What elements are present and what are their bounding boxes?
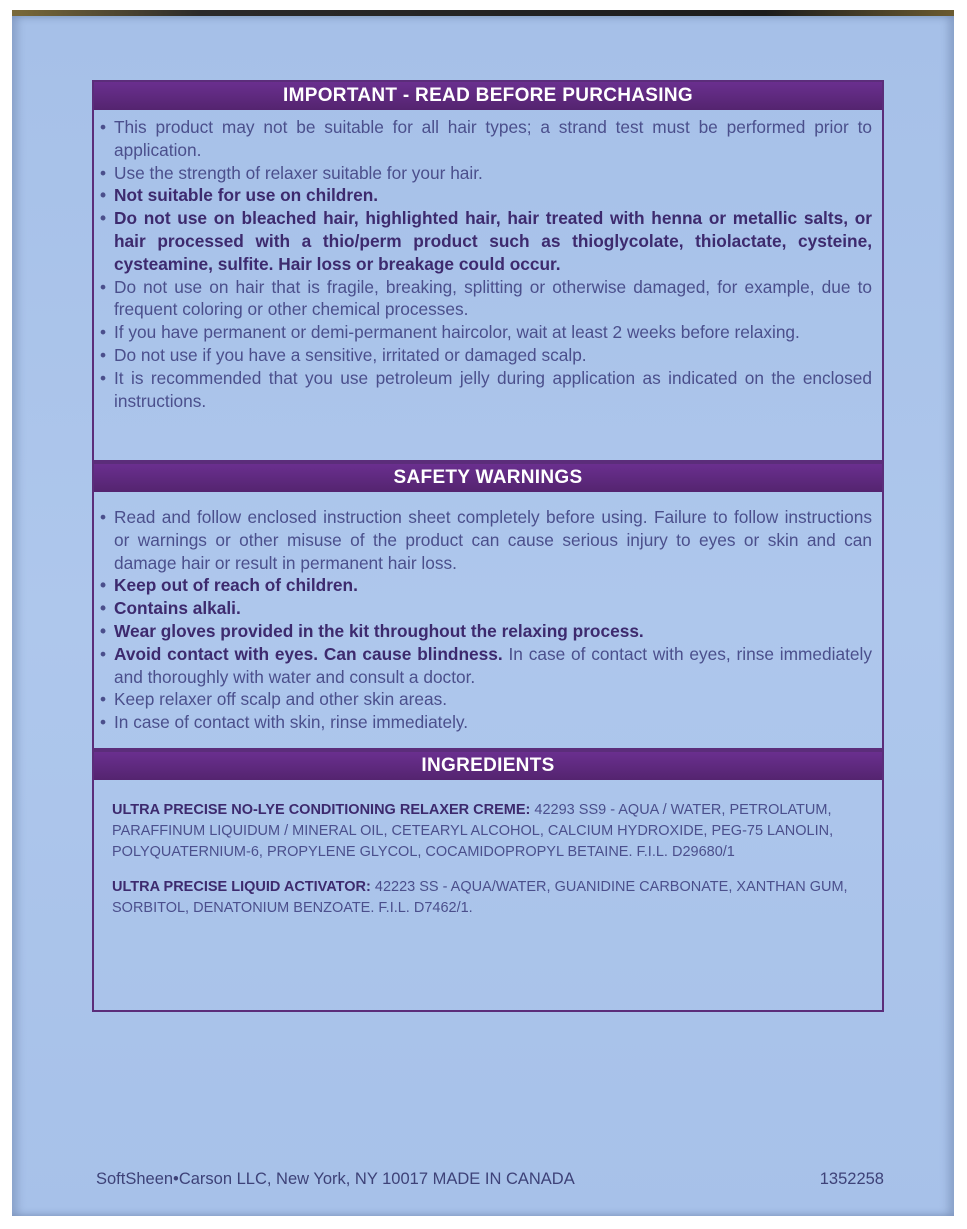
list-item: • In case of contact with skin, rinse immediately.	[114, 711, 872, 734]
list-item: • Keep out of reach of children.	[114, 574, 872, 597]
creme-ingredients	[112, 800, 872, 863]
ingredients-panel	[92, 750, 884, 1012]
product-code: 1352258	[819, 1170, 884, 1188]
ingredients-header: INGREDIENTS	[94, 752, 882, 780]
activator-ingredients	[112, 877, 872, 919]
list-item: • Keep relaxer off scalp and other skin areas.	[114, 688, 872, 711]
activator-name: ULTRA PRECISE LIQUID ACTIVATOR:	[112, 879, 371, 895]
list-item: • This product may not be suitable for all hair types; a strand test must be performed prior to application.	[114, 116, 872, 162]
list-item: • Wear gloves provided in the kit throughout the relaxing process.	[114, 620, 872, 643]
important-header: IMPORTANT - READ BEFORE PURCHASING	[94, 82, 882, 110]
list-item: • Do not use on bleached hair, highlighted hair, hair treated with henna or metallic salts, or hair processed with a thio/perm product such as thioglycolate, thiolactate, cysteine, cysteamine, sulfite. Hair loss or breakage could occur.	[114, 207, 872, 275]
creme-name: ULTRA PRECISE NO-LYE CONDITIONING RELAXER CREME:	[112, 802, 531, 818]
ingredients-body	[94, 780, 882, 919]
list-item: • Contains alkali.	[114, 597, 872, 620]
activator-list: 42223 SS - AQUA/WATER, GUANIDINE CARBONATE, XANTHAN GUM, SORBITOL, DENATONIUM BENZOATE. F.I.L. D7462/1.	[112, 879, 848, 916]
list-item: • Do not use if you have a sensitive, irritated or damaged scalp.	[114, 344, 872, 367]
list-item: • If you have permanent or demi-permanent haircolor, wait at least 2 weeks before relaxing.	[114, 321, 872, 344]
creme-list: 42293 SS9 - AQUA / WATER, PETROLATUM, PARAFFINUM LIQUIDUM / MINERAL OIL, CETEARYL ALCOHOL, CALCIUM HYDROXIDE, PEG-75 LANOLIN, POLYQUATERNIUM-6, PROPYLENE GLYCOL, COCAMIDOPROPYL BETAINE. F.I.L. D29680/1	[112, 802, 834, 860]
important-panel	[92, 80, 884, 462]
company-info: SoftSheen•Carson LLC, New York, NY 10017 MADE IN CANADA	[96, 1170, 575, 1188]
list-item-bold: Avoid contact with eyes. Can cause blindness.	[114, 643, 503, 664]
footer	[96, 1170, 884, 1189]
safety-panel	[92, 462, 884, 750]
list-item-text: In case of contact with eyes, rinse immediately and thoroughly with water and consult a doctor.	[114, 643, 872, 687]
safety-list	[94, 492, 882, 734]
list-item: • Read and follow enclosed instruction sheet completely before using. Failure to follow instructions or warnings or other misuse of the product can cause serious injury to eyes or skin and can damage hair or result in permanent hair loss.	[114, 506, 872, 574]
list-item: • Do not use on hair that is fragile, breaking, splitting or otherwise damaged, for example, due to frequent coloring or other chemical processes.	[114, 276, 872, 322]
list-item: • Use the strength of relaxer suitable for your hair.	[114, 162, 872, 185]
important-list	[94, 110, 882, 412]
list-item: • It is recommended that you use petroleum jelly during application as indicated on the enclosed instructions.	[114, 367, 872, 413]
safety-header: SAFETY WARNINGS	[94, 464, 882, 492]
list-item	[114, 643, 872, 689]
list-item: • Not suitable for use on children.	[114, 184, 872, 207]
